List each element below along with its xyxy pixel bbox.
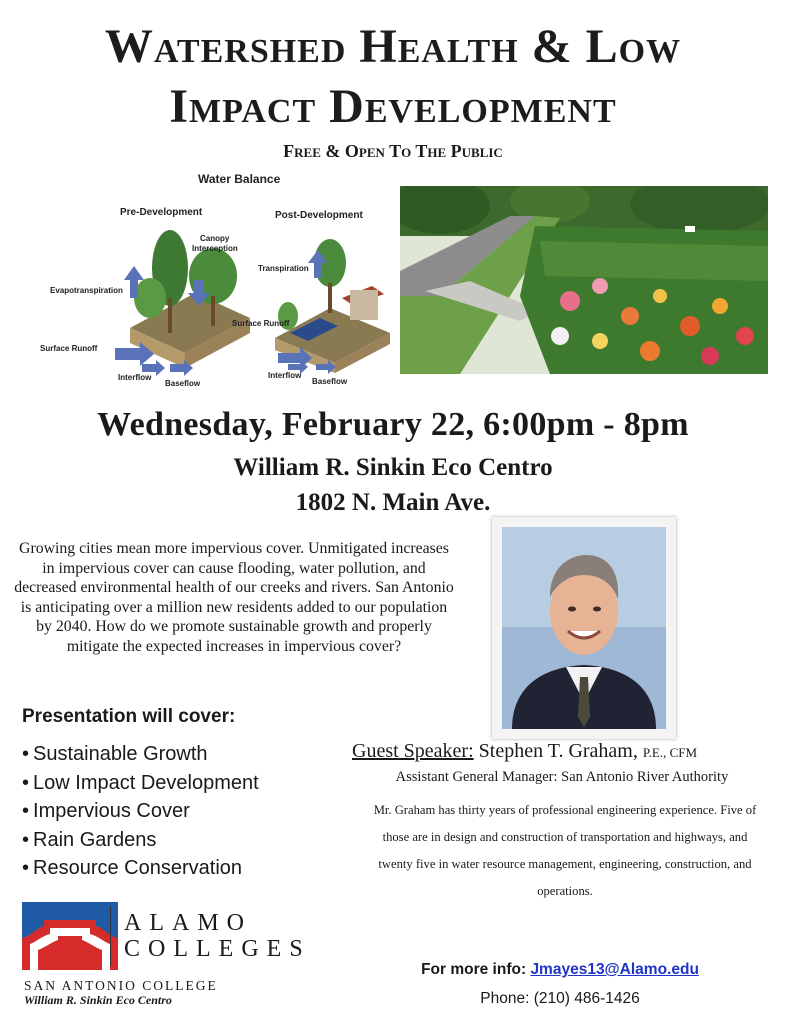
contact-info (350, 961, 770, 979)
interflow-label-right: Interflow (268, 371, 302, 380)
alamo-colleges-logo-icon (22, 902, 118, 970)
evapotranspiration-label: Evapotranspiration (50, 286, 123, 295)
presentation-heading: Presentation will cover: (22, 706, 236, 727)
event-description: Growing cities mean more impervious cover. Unmitigated increases in impervious cover can cause flooding, water pollution, and decreased environmental health of our creeks and rivers. San Antonio is anticipating over a million new residents added to our population by 2040. How do we promote sustainable growth and properly mitigate the expected increases in impervious cover? (14, 540, 454, 655)
list-item: • Resource Conservation (22, 854, 259, 883)
logo-centro-name: William R. Sinkin Eco Centro (24, 993, 172, 1007)
event-venue: William R. Sinkin Eco Centro (233, 454, 553, 481)
post-development-block (275, 239, 390, 373)
list-item: • Low Impact Development (22, 769, 259, 798)
page-subtitle: Free & Open To The Public (283, 141, 503, 161)
surface-runoff-label-right: Surface Runoff (232, 319, 290, 328)
guest-speaker-label: Guest Speaker: (352, 740, 474, 762)
diagram-heading: Water Balance (198, 172, 281, 186)
event-date: Wednesday, February 22, 6:00pm - 8pm (97, 406, 689, 443)
surface-runoff-label-left: Surface Runoff (40, 344, 98, 353)
rain-garden-photo (400, 186, 768, 374)
guest-speaker-line (352, 740, 697, 763)
presentation-topics (22, 740, 259, 883)
canopy-label: Canopy (200, 234, 230, 243)
water-balance-diagram (20, 168, 400, 388)
post-development-label: Post-Development (275, 210, 363, 221)
speaker-role: Assistant General Manager: San Antonio River Authority (395, 769, 729, 785)
speaker-bio: Mr. Graham has thirty years of professional engineering experience. Five of those are in design and construction of transportation and highways, and twenty five in water resource management, engineering, construction, and operations. (373, 803, 757, 898)
speaker-photo (502, 527, 666, 729)
interception-label: Interception (192, 244, 238, 253)
list-item: • Sustainable Growth (22, 740, 259, 769)
transpiration-label: Transpiration (258, 264, 309, 273)
event-address: 1802 N. Main Ave. (295, 489, 491, 516)
logo-college-name: SAN ANTONIO COLLEGE (24, 978, 218, 993)
speaker-credentials: P.E., CFM (642, 745, 698, 760)
list-item: • Rain Gardens (22, 826, 259, 855)
speaker-photo-frame (492, 517, 676, 739)
interflow-label-left: Interflow (118, 373, 152, 382)
page-title-line-1: Watershed Health & Low (104, 20, 682, 73)
contact-email-link[interactable]: Jmayes13@Alamo.edu (530, 961, 699, 978)
page-title-line-2: Impact Development (169, 80, 617, 133)
contact-label: For more info: (421, 961, 527, 978)
speaker-name: Stephen T. Graham, (478, 740, 638, 762)
baseflow-label-right: Baseflow (312, 377, 348, 386)
logo-colleges-text: COLLEGES (124, 936, 311, 962)
pre-development-label: Pre-Development (120, 207, 203, 218)
baseflow-label-left: Baseflow (165, 379, 201, 388)
contact-phone: Phone: (210) 486-1426 (480, 990, 640, 1007)
list-item: • Impervious Cover (22, 797, 259, 826)
logo-alamo-text: ALAMO (124, 910, 252, 936)
logo-divider (110, 906, 111, 966)
